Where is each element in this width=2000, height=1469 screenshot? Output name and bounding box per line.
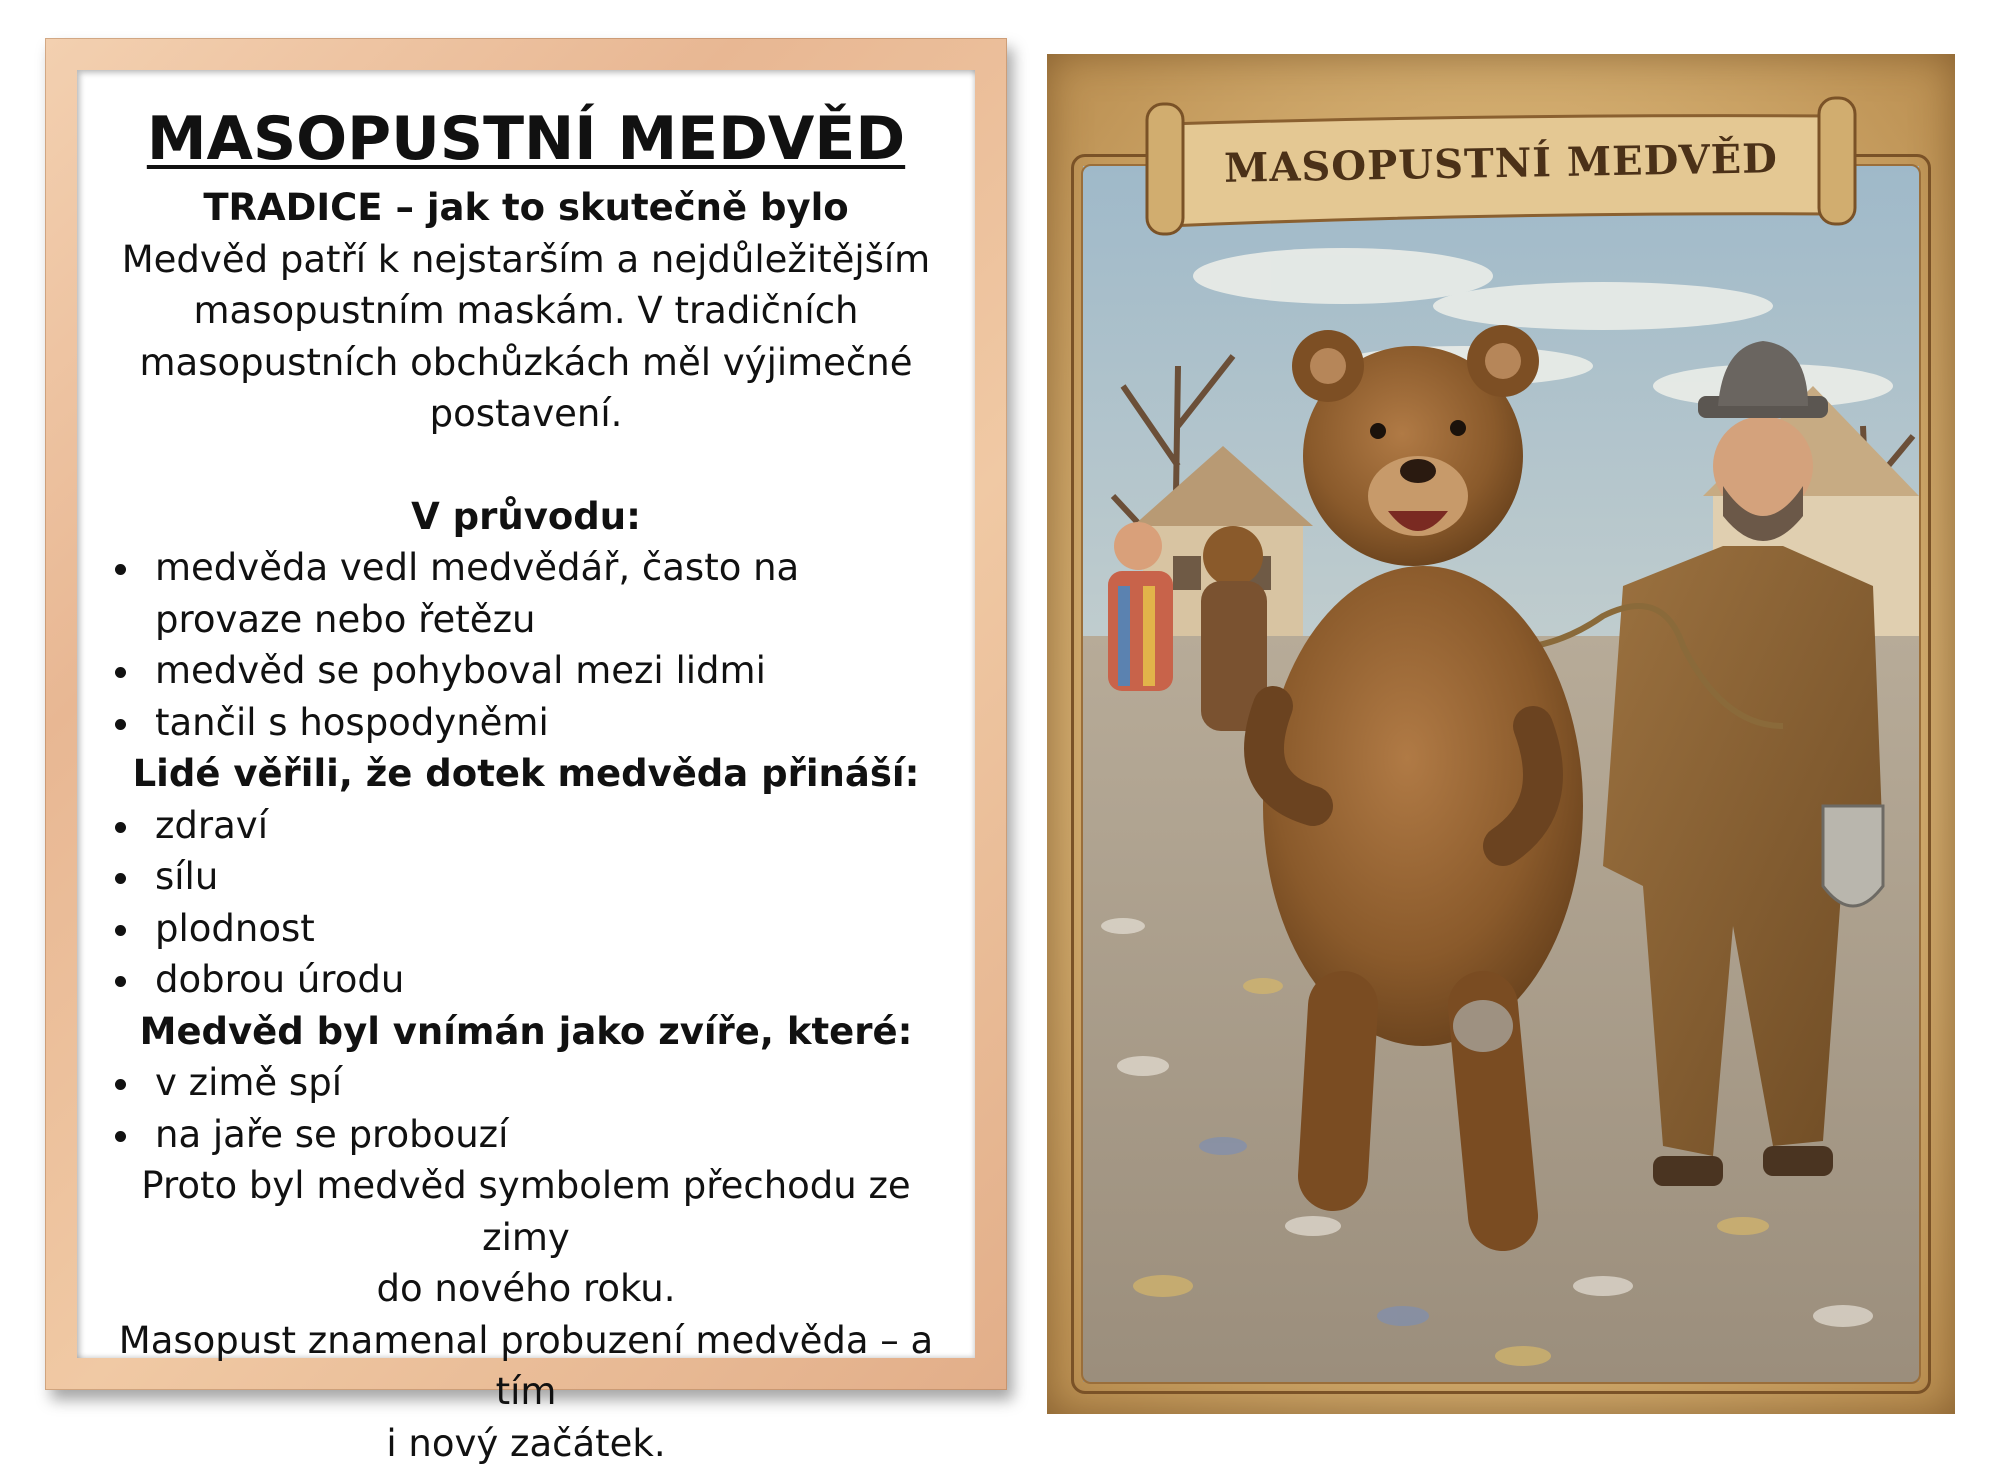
intro-line: Medvěd patří k nejstarším a nejdůležitějším [97,234,955,286]
intro-line: masopustních obchůzkách měl výjimečné [97,337,955,389]
card-title: MASOPUSTNÍ MEDVĚD [77,106,975,172]
card-border-inner [1081,164,1921,1384]
procession-list [77,542,975,748]
animal-list [77,1057,975,1160]
closing-line: Masopust znamenal probuzení medvěda – a tím [97,1315,955,1418]
intro-paragraph [77,234,975,440]
text-content [77,70,975,1469]
list-item: na jaře se probouzí [155,1109,955,1161]
procession-heading: V průvodu: [77,491,975,543]
card-subtitle: TRADICE – jak to skutečně bylo [77,182,975,234]
list-item: v zimě spí [155,1057,955,1109]
closing-line: Proto byl medvěd symbolem přechodu ze zimy [97,1160,955,1263]
list-item: sílu [155,851,955,903]
animal-heading: Medvěd byl vnímán jako zvíře, které: [77,1006,975,1058]
closing-paragraph-1 [77,1160,975,1315]
intro-line: masopustním maskám. V tradičních [97,285,955,337]
list-item: zdraví [155,800,955,852]
list-item: plodnost [155,903,955,955]
closing-line: do nového roku. [97,1263,955,1315]
intro-line: postavení. [97,388,955,440]
illustration-card [1047,54,1955,1414]
belief-list [77,800,975,1006]
list-item: medvěda vedl medvědář, často na provaze nebo řetězu [155,542,955,645]
wooden-frame [45,38,1007,1390]
title-banner [1127,94,1875,234]
list-item: tančil s hospodyněmi [155,697,955,749]
closing-line: i nový začátek. [97,1418,955,1469]
banner-title: MASOPUSTNÍ MEDVĚD [1126,87,1876,240]
spacer [77,440,975,491]
list-item: medvěd se pohyboval mezi lidmi [155,645,955,697]
closing-paragraph-2 [77,1315,975,1469]
belief-heading: Lidé věřili, že dotek medvěda přináší: [77,748,975,800]
text-card [77,70,975,1358]
list-item: dobrou úrodu [155,954,955,1006]
